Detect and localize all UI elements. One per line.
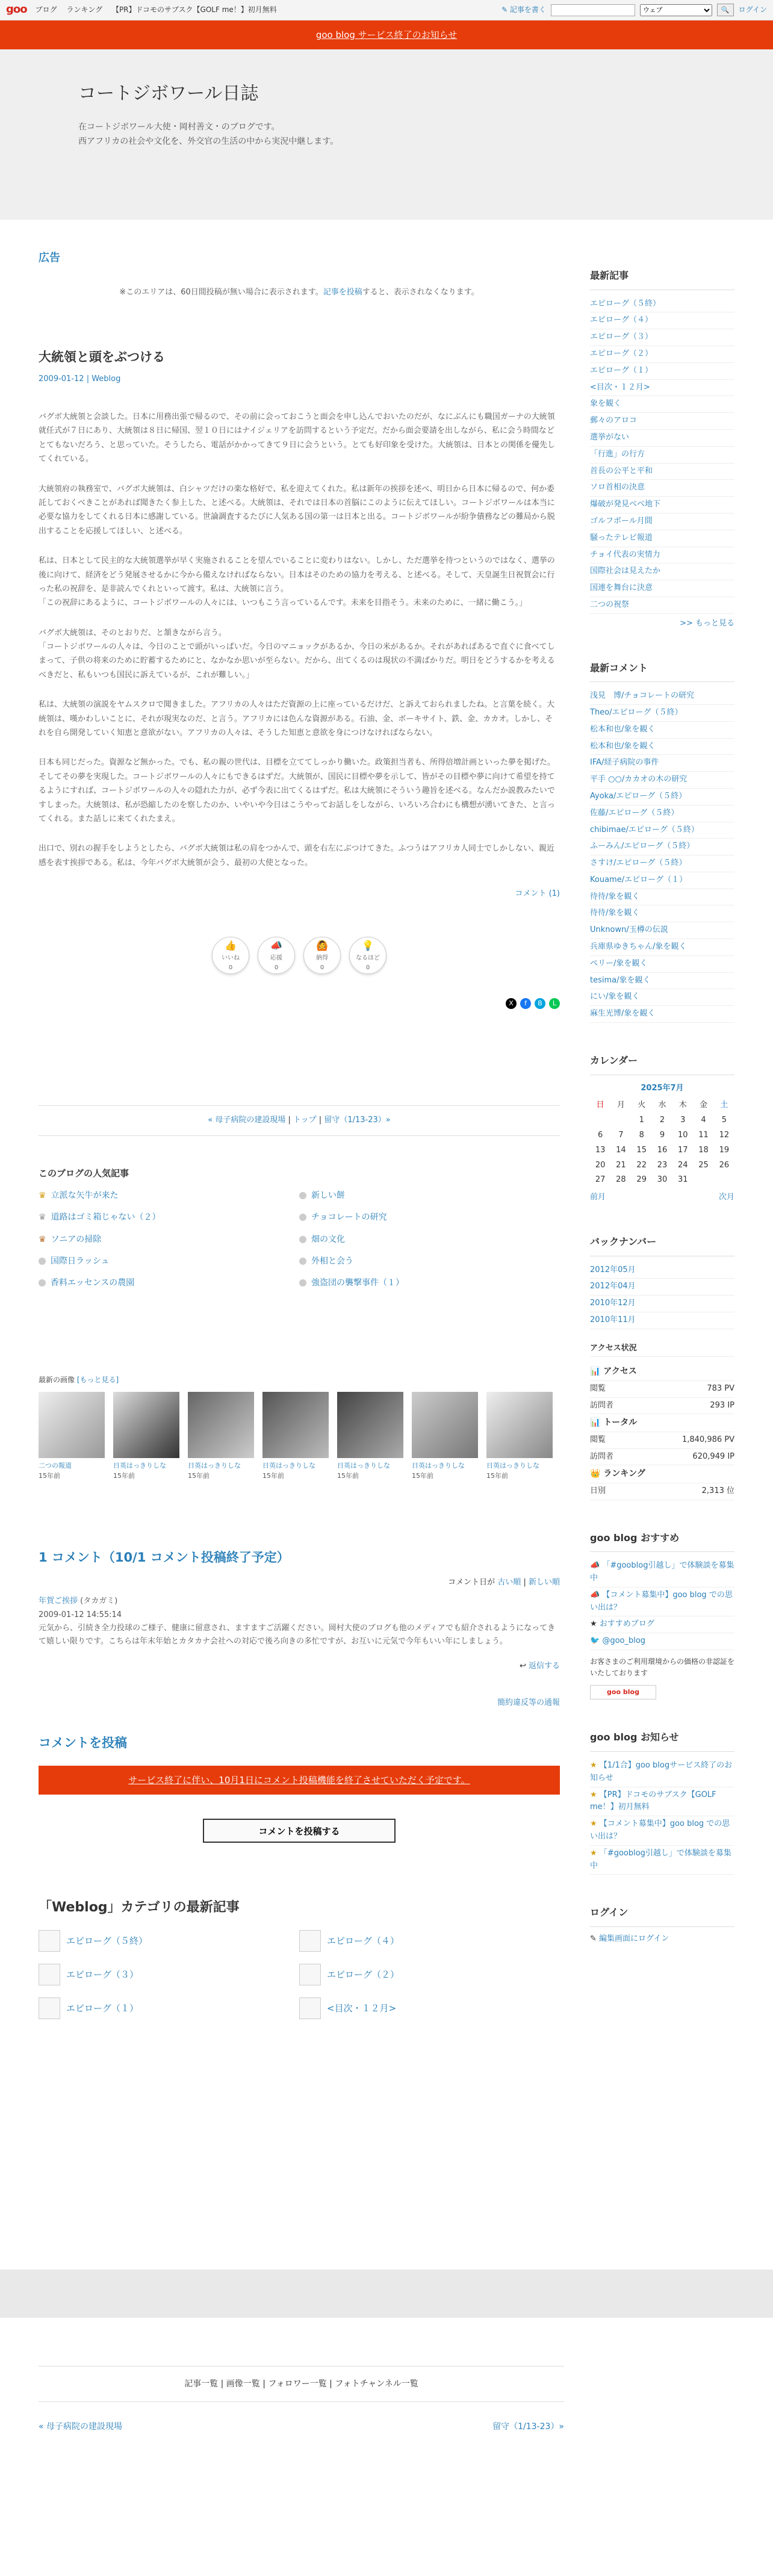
category-item: エピローグ（２）	[299, 1964, 560, 1985]
recent-comment-link[interactable]: Kouame/エピローグ（１）	[590, 875, 688, 884]
comment-author: (タカガミ)	[80, 1597, 118, 1606]
footer-next-link[interactable]: 留守（1/13-23）»	[492, 2422, 564, 2432]
popular-item: ♛ ソニアの掃除	[39, 1233, 299, 1246]
post-paragraph: 私は、大統領の演説をヤムスクロで聞きました。アフリカの人々はただ資源の上に座っているだけだ、と訴えておられましたね。と言葉を続く。大統領は、嘆かわしいことに、それが現実なのだ、と言う。アフリカには色んな資源がある。石油、金、ボーキサイト、鉄、金、カカオ。しかし、それを自ら開発していく知恵と意欲がない。アフリカの人々は、そうした知恵と意欲を身につけなければならない。	[39, 700, 554, 738]
goo-blog-badge[interactable]: goo blog	[590, 1685, 656, 1699]
category-item: エピローグ（５終）	[39, 1930, 299, 1952]
content-wrap	[0, 220, 773, 2043]
post-icon	[39, 1964, 60, 1985]
popular-item: 国際日ラッシュ	[39, 1255, 299, 1268]
image-thumb[interactable]: 日英はっきりしな 15年前	[486, 1392, 553, 1482]
ad-note: ※このエリアは、60日間投稿が無い場合に表示されます。記事を投稿すると、表示されなくなります。	[119, 287, 479, 297]
editor-login-link[interactable]: 編集画面にログイン	[599, 1934, 669, 1943]
search-input[interactable]	[551, 4, 635, 16]
twitter-icon: 🐦	[590, 1636, 600, 1646]
backnumber-link[interactable]: 2012年04月	[590, 1282, 636, 1291]
star-icon: ★	[590, 1760, 597, 1770]
post-date[interactable]: 2009-01-12	[39, 374, 84, 384]
rank-dot-icon	[299, 1236, 306, 1243]
backnumber-list	[590, 1262, 734, 1325]
recent-comment-link[interactable]: 浅見 博/チョコレートの研究	[590, 691, 694, 701]
rank-dot-icon	[39, 1258, 46, 1265]
post-paragraph: バグボ大統領は、そのとおりだ、と頷きながら言う。	[39, 628, 227, 638]
post-comment-button[interactable]: コメントを投稿する	[203, 1819, 396, 1843]
top-link-pr[interactable]: 【PR】ドコモのサブスク【GOLF me！】初月無料	[111, 5, 277, 14]
goo-logo[interactable]: goo	[6, 3, 27, 16]
megaphone-icon: 📣	[590, 1590, 600, 1600]
latest-images-heading: 最新の画像 [もっと見る]	[39, 1375, 119, 1384]
recent-post-link[interactable]: 郵々のアロコ	[590, 416, 638, 426]
rank-dot-icon	[299, 1258, 306, 1265]
blog-title[interactable]: コートジボワール日誌	[78, 83, 259, 104]
rank-dot-icon	[299, 1279, 306, 1286]
category-item: <目次・１２月>	[299, 1997, 560, 2019]
post-icon	[299, 1930, 321, 1952]
category-item: エピローグ（３）	[39, 1964, 299, 1985]
post-icon	[299, 1964, 321, 1985]
crown-icon: 👑	[590, 1469, 601, 1479]
backnumber-link[interactable]: 2010年12月	[590, 1299, 636, 1308]
comment-title[interactable]: 年賀ご挨拶	[39, 1597, 78, 1606]
recent-post-link[interactable]: エピローグ（４）	[590, 315, 653, 325]
pencil-icon: ✎	[501, 5, 508, 14]
osusume	[590, 1530, 734, 1700]
sort-old-link[interactable]: 古い順	[497, 1577, 521, 1587]
search-button[interactable]	[717, 4, 734, 17]
next-post-link[interactable]: 留守（1/13-23）»	[324, 1115, 391, 1125]
recent-comment-link[interactable]: Ayoka/エピローグ（５終）	[590, 791, 687, 801]
recent-post-link[interactable]: ソロ首相の決意	[590, 483, 645, 492]
rank-dot-icon	[39, 1279, 46, 1286]
image-thumb[interactable]: 二つの報道 15年前	[39, 1392, 105, 1482]
popular-item: 新しい餅	[299, 1189, 560, 1202]
backnumber-heading: バックナンバー	[590, 1234, 734, 1256]
nod-icon: 🙆	[316, 940, 328, 952]
star-icon: ★	[590, 1848, 597, 1858]
blog-description: 在コートジボワール大使・岡村善文・のブログです。 西アフリカの社会や文化を、外交官の生活の中から実況中継します。	[78, 122, 339, 146]
recent-comment-link[interactable]: IFA/経子病院の事件	[590, 758, 659, 768]
news-link[interactable]: 【コメント募集中】goo blog での思い出は？	[590, 1819, 730, 1841]
line-share-icon[interactable]: L	[549, 998, 560, 1009]
calendar-heading: カレンダー	[590, 1053, 734, 1075]
comment-datetime: 2009-01-12 14:55:14	[39, 1610, 122, 1619]
calendar-nav	[590, 1191, 734, 1204]
access-stats: アクセス状況 📊 アクセス 閲覧 783 PV 訪問者 293 IP 📊 トータル 閲覧 1,840,986 PV 訪問者 620,949 IP 👑 ランキング 日別 2,313 位	[590, 1341, 734, 1500]
top-right	[501, 4, 767, 17]
report-link[interactable]: 簡約違反等の通報	[497, 1698, 560, 1707]
recent-comments-heading: 最新コメント	[590, 660, 734, 683]
post-pager: « 母子病院の建設現場 | トップ | 留守（1/13-23）»	[39, 1105, 560, 1136]
blog-header	[0, 49, 773, 220]
image-thumb[interactable]: 日英はっきりしな 15年前	[188, 1392, 254, 1482]
post-icon	[39, 1930, 60, 1952]
calendar-table: 2025年7月 日 月 火 水 木 金 土 1 2 3 4 5 6 7 8 9 10 11 12 13 14 15 16 17 18 19 20 21 22 23 24 25 26 27 28 29 30 31	[590, 1081, 734, 1188]
recent-comment-link[interactable]: Unknown/玉樽の伝説	[590, 925, 668, 935]
post-icon	[39, 1997, 60, 2019]
recent-comment-link[interactable]: ふーみん/エピローグ（５終）	[590, 842, 695, 851]
service-end-link[interactable]: goo blog サービス終了のお知らせ	[315, 29, 458, 40]
post-paragraph: 「この祝辞にあるように、コートジボワールの人々には、いつもこう言っているんです。未来を目指そう。未来のために、一緒に働こう。」	[39, 598, 527, 608]
post-paragraph: バグボ大統領と会談した。日本に用務出張で帰るので、その前に会っておこうと面会を申し込んでおいたのだが、なにぶんにも職国ガーナの大統領就任式が７日にあり、大統領は８日に帰国、翌１０日にはナイジェリアを訪問するという予定だ。だから面会要請を出しながら、私に会う時間などとてもないだろう、と思っていた。そうしたら、電話がかかってきて９日に会うという。とても好印象を受けた。大統領は、日本との関係を優先してくれている。	[39, 412, 556, 464]
comment-end-link[interactable]: サービス終了に伴い、10月1日にコメント投稿機能を終了させていただく予定です。	[128, 1775, 470, 1786]
top-bar	[0, 0, 773, 20]
recent-comment-link[interactable]: 兵庫県ゆきちゃん/象を観く	[590, 942, 687, 952]
category-item: エピローグ（４）	[299, 1930, 560, 1952]
category-item: エピローグ（１）	[39, 1997, 299, 2019]
top-link-blog[interactable]: ブログ	[35, 5, 57, 14]
comment-item	[39, 1595, 560, 1648]
osusume-notice: お客さまのご利用環境からの価格の非認証をいたしております	[590, 1657, 735, 1678]
post-paragraph: 出口で、別れの握手をしようとしたら、バグボ大統領は私の肩をつかんで、頭を右左にぶつけてきた。ふつうはアフリカ人同士でしかしない、親近感を表す挨拶である。私は、今年バグボ大統領が会う、最初の大使となった。	[39, 844, 554, 867]
calendar-month: 2025年7月	[641, 1083, 684, 1093]
image-thumb[interactable]: 日英はっきりしな 15年前	[262, 1392, 329, 1482]
category-heading: 「Weblog」カテゴリの最新記事	[39, 1900, 240, 1916]
recent-more-link[interactable]: >> もっと見る	[680, 618, 734, 628]
recent-posts-list	[590, 296, 734, 614]
reaction-agree[interactable]: 🙆 納得 0	[303, 937, 341, 974]
sidebar	[590, 268, 734, 2043]
popular-item: ♛ 道路はゴミ箱じゃない（２）	[39, 1211, 299, 1224]
popular-item: チョコレートの研究	[299, 1211, 560, 1224]
comments-heading: 1 コメント（10/1 コメント投稿終了予定）	[39, 1550, 290, 1565]
recent-posts-heading: 最新記事	[590, 268, 734, 290]
top-nav	[36, 4, 284, 16]
post-paragraph: 「コートジボワールの人々は、今日のことで頭がいっぱいだ。今日のマニョックがあるか、今日の米があるか。それがあればあるで直ぐに食べてしまって、子供の将来のために貯蓄するためにと、なかなか思いが至らない。だから、出てくるのは現状の不満ばかりだ。明日をどうするかを考えるべきだと、私もいつも国民に訴えているが、これが難しい。」	[39, 642, 555, 680]
sort-new-link[interactable]: 新しい順	[528, 1577, 560, 1587]
comment-text: 元気から、引続き全力投球のご様子、健康に留意され、ますますご活躍ください。岡村大使のブログも他のメディアでも紹介されるようになってきて嬉しい限りです。こちらは年末年始とカタカナ会社への対応で後ろ向きの多忙ですが、お互いに元気で今年もいい年にしましょう。	[39, 1623, 556, 1646]
recent-comment-link[interactable]: にい/象を観く	[590, 992, 640, 1002]
more-images-link[interactable]: [もっと見る]	[76, 1375, 119, 1384]
hatena-share-icon[interactable]: B	[535, 998, 545, 1009]
popular-item: ♛ 立派な矢牛が来た	[39, 1189, 299, 1202]
news	[590, 1730, 734, 1875]
crown-silver-icon: ♛	[39, 1212, 46, 1223]
latest-images	[39, 1392, 560, 1482]
lightbulb-icon: 💡	[362, 940, 374, 952]
recent-comment-link[interactable]: 佐藤/エピローグ（５終）	[590, 808, 679, 818]
top-link-ranking[interactable]: ランキング	[66, 5, 103, 14]
recent-comment-link[interactable]: Theo/エピローグ（５終）	[590, 707, 683, 717]
service-end-banner	[0, 20, 773, 49]
access-group-today: 📊 アクセス	[590, 1363, 734, 1380]
news-link[interactable]: 「#gooblog引越し」で体験談を募集中	[590, 1848, 731, 1870]
star-icon: ★	[590, 1619, 597, 1629]
calendar-prev-link[interactable]: 前月	[590, 1193, 606, 1202]
recent-comment-link[interactable]: chibimae/エピローグ（５終）	[590, 825, 699, 834]
login-block	[590, 1905, 734, 1945]
comment-end-banner	[39, 1766, 560, 1795]
backnumber-link[interactable]: 2012年05月	[590, 1265, 636, 1274]
access-group-total: 📊 トータル	[590, 1414, 734, 1432]
image-thumb[interactable]: 日英はっきりしな 15年前	[113, 1392, 179, 1482]
access-group-ranking: 👑 ランキング	[590, 1465, 734, 1483]
recent-post-link[interactable]: ゴルフボール月間	[590, 516, 653, 526]
post-paragraph: 日本も同じだった。資源など無かった。でも、私の親の世代は、目標を立ててしっかり働いた。政策担当者も、所得倍増計画といった夢を掲げた。そしてその夢を実現した。コートジボワールの人々にもできるはずだ。大統領が、国民に目標や夢を示して、皆がその目標や夢に向けて希望を持てるようにすれば、コートジボワールの人々の隠れた力が、必ず今表に出てくるはずだ。私は大統領にそういう趣旨を述べる。なんだか説教みたいですしまった。大統領は、私が恐縮したのを察したのか、いやいや今日はこうやってお話しをしながら、いろいろ合わにも構想が湧いてきた、と言ってくれる。また話しに来てくれたまえ。	[39, 758, 556, 824]
recent-posts	[590, 268, 734, 630]
recent-comment-link[interactable]: 麻生光博/象を観く	[590, 1009, 656, 1019]
recent-comment-link[interactable]: 松本和也/象を観く	[590, 724, 656, 734]
pencil-icon: ✎	[590, 1934, 597, 1943]
recent-post-link[interactable]: 二つの祝祭	[590, 600, 630, 609]
comment-count-link[interactable]: コメント (1)	[515, 889, 560, 899]
chart-icon: 📊	[590, 1418, 601, 1428]
post-paragraph: 私は、日本として民主的な大統領選挙が早く実施されることを望んでいることに変わりはない。しかし、ただ選挙を待つというのではなく、選挙の後に向けて、経済をどう発展させるかに今から備えなければならない。日本はそのための協力を考える、と述べる。そして、天皇誕生日祝賀会に行った私の祝辞を、是非読んでくれといって渡す。私は、大統領に言う。	[39, 556, 555, 594]
chart-icon: 📊	[590, 1367, 601, 1377]
thumbs-up-icon: 👍	[225, 940, 237, 952]
news-link[interactable]: 【PR】ドコモのサブスク【GOLF me！】初月無料	[590, 1790, 716, 1812]
popular-heading: このブログの人気記事	[39, 1167, 129, 1179]
star-icon: ★	[590, 1819, 597, 1829]
footer-nav[interactable]: 記事一覧 | 画像一覧 | フォロワー一覧 | フォトチャンネル一覧	[39, 2366, 564, 2402]
popular-list	[39, 1189, 560, 1290]
x-share-icon[interactable]: X	[506, 998, 517, 1009]
top-page-link[interactable]: トップ	[293, 1115, 317, 1125]
reaction-cheer[interactable]: 📣 応援 0	[258, 937, 295, 974]
reaction-like[interactable]: 👍 いいね 0	[212, 937, 249, 974]
news-link[interactable]: 【1/1合】goo blogサービス終了のお知らせ	[590, 1760, 733, 1783]
access-heading: アクセス状況	[590, 1341, 734, 1358]
post-icon	[299, 1997, 321, 2019]
reaction-naruhodo[interactable]: 💡 なるほど 0	[349, 937, 386, 974]
reply-link[interactable]: ↩ 返信する	[519, 1661, 560, 1671]
main-column	[39, 250, 560, 2043]
recent-post-link[interactable]: 象を観く	[590, 399, 622, 409]
recent-post-link[interactable]: 国連を舞台に決意	[590, 583, 653, 593]
recent-post-link[interactable]: チョイ代表の実情力	[590, 550, 660, 559]
twitter-link[interactable]: @goo_blog	[602, 1636, 646, 1646]
recent-post-link[interactable]: エピローグ（３）	[590, 332, 653, 342]
post-paragraph: 大統領府の執務室で、バグボ大統領は、白シャツだけの楽な格好で、私を迎えてくれた。私は新年の挨拶を述べ、明日から日本に帰るので、何か委託しておくべきことがあれば聞きたく参上した、と述べる。大統領は、それでは日本の首脳にこのように伝えてほしい。コートジボワールは本当に必要な協力をしてくれる日本に感謝している。世論調査するたびに人気ある国の第一は日本と出る。コートジボワールが紛争債務などの難局から脱出することを応援してほしい、と述べる。	[39, 484, 555, 536]
popular-item: 畑の文化	[299, 1233, 560, 1246]
recent-comments	[590, 660, 734, 1023]
osusume-link[interactable]: 「#gooblog引越し」で体験談を募集中	[590, 1561, 734, 1583]
share-buttons	[39, 998, 560, 1009]
popular-item: 強盗団の襲撃事件（１）	[299, 1276, 560, 1290]
post-comment-heading: コメントを投稿	[39, 1736, 127, 1751]
recent-comment-link[interactable]: ペリー/象を観く	[590, 958, 648, 968]
popular-item: 外相と会う	[299, 1255, 560, 1268]
recent-comments-list	[590, 688, 734, 1023]
post-category[interactable]: Weblog	[92, 374, 121, 384]
recent-post-link[interactable]: 首長の公平と平和	[590, 466, 653, 476]
post-meta: 2009-01-12 | Weblog	[39, 374, 121, 384]
recent-comment-link[interactable]: 松本和也/象を観く	[590, 741, 656, 751]
recent-comment-link[interactable]: 待待/象を観く	[590, 908, 640, 918]
recent-comment-link[interactable]: 待待/象を観く	[590, 892, 640, 901]
search-scope-select[interactable]	[640, 4, 712, 16]
grey-band	[0, 2270, 773, 2318]
footer-pager	[39, 2420, 564, 2433]
backnumber	[590, 1234, 734, 1325]
post-title: 大統領と頭をぶつける	[39, 349, 165, 364]
ad-post-link[interactable]: 記事を投稿	[323, 287, 362, 297]
comment-sort: コメント日が 古い順 | 新しい順	[448, 1577, 560, 1587]
prev-post-link[interactable]: « 母子病院の建設現場	[208, 1115, 286, 1125]
recent-post-link[interactable]: 「行進」の行方	[590, 449, 645, 459]
star-icon: ★	[590, 1790, 597, 1799]
ad-heading: 広告	[39, 252, 60, 264]
osusume-link[interactable]: おすすめブログ	[599, 1619, 654, 1629]
footer	[39, 2366, 564, 2434]
category-list	[39, 1930, 560, 2019]
crown-gold-icon: ♛	[39, 1190, 46, 1200]
recent-post-link[interactable]: <目次・１２月>	[590, 382, 650, 392]
image-thumb[interactable]: 日英はっきりしな 15年前	[412, 1392, 478, 1482]
reply-icon: ↩	[519, 1661, 526, 1671]
reactions	[39, 937, 560, 974]
calendar-next-link[interactable]: 次月	[718, 1193, 734, 1202]
write-post-link[interactable]: ✎ 記事を書く	[501, 5, 546, 14]
recent-post-link[interactable]: エピローグ（５終）	[590, 299, 661, 308]
footer-prev-link[interactable]: « 母子病院の建設現場	[39, 2422, 123, 2432]
recent-post-link[interactable]: 騒ったテレビ報道	[590, 533, 653, 542]
login-heading: ログイン	[590, 1905, 734, 1927]
rank-dot-icon	[299, 1214, 306, 1221]
osusume-heading: goo blog おすすめ	[590, 1530, 734, 1553]
popular-item: 香料エッセンスの農園	[39, 1276, 299, 1290]
recent-comment-link[interactable]: 平手 ○○/カカオの木の研究	[590, 775, 688, 784]
calendar	[590, 1053, 734, 1204]
megaphone-icon: 📣	[590, 1561, 600, 1571]
image-thumb[interactable]: 日英はっきりしな 15年前	[337, 1392, 403, 1482]
rank-dot-icon	[299, 1192, 306, 1199]
recent-comment-link[interactable]: tesima/象を観く	[590, 975, 651, 985]
osusume-link[interactable]: 【コメント募集中】goo blog での思い出は？	[590, 1590, 733, 1612]
recent-post-link[interactable]: エピローグ（１）	[590, 365, 653, 375]
news-heading: goo blog お知らせ	[590, 1730, 734, 1752]
post-body	[39, 410, 560, 870]
recent-post-link[interactable]: 選挙がない	[590, 432, 630, 442]
megaphone-icon: 📣	[270, 940, 282, 952]
recent-post-link[interactable]: エピローグ（２）	[590, 349, 653, 358]
search-icon: 🔍	[721, 5, 730, 14]
crown-bronze-icon: ♛	[39, 1234, 46, 1244]
recent-post-link[interactable]: 国際社会は見えたか	[590, 566, 661, 576]
recent-post-link[interactable]: 爆破が発見ベベ地下	[590, 500, 661, 509]
facebook-share-icon[interactable]: f	[520, 998, 531, 1009]
backnumber-link[interactable]: 2010年11月	[590, 1315, 636, 1325]
recent-comment-link[interactable]: さすけ/エピローグ（５終）	[590, 858, 687, 868]
login-link[interactable]: ログイン	[738, 5, 767, 14]
